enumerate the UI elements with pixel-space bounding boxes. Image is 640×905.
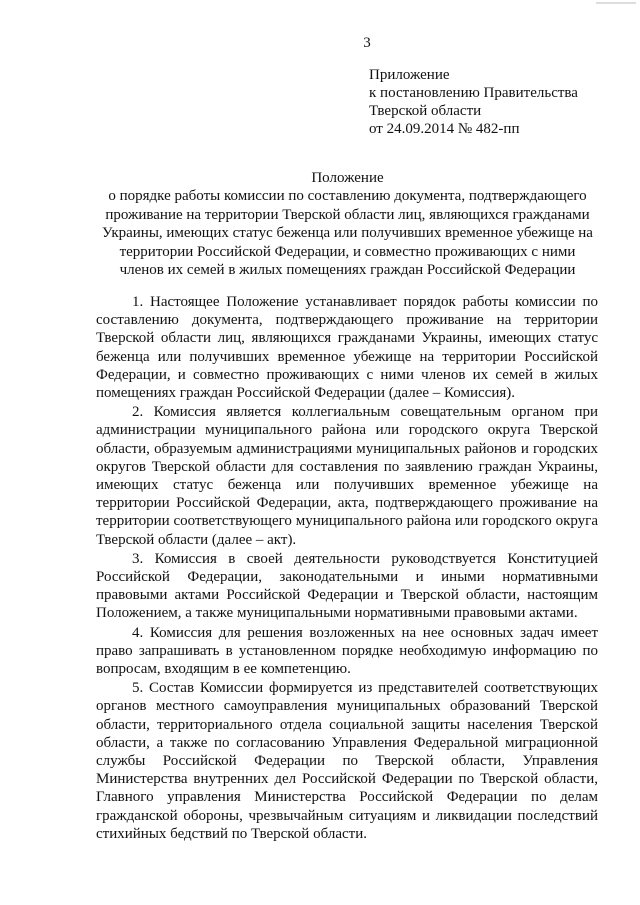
body-text bbox=[96, 293, 598, 844]
subtitle-line: Украины, имеющих статус беженца или получивших временное убежище на bbox=[102, 225, 593, 242]
appendix-line: от 24.09.2014 № 482-пп bbox=[369, 121, 520, 137]
appendix-block bbox=[369, 66, 578, 138]
appendix-line: Приложение bbox=[369, 67, 450, 83]
paragraph-4: 4. Комиссия для решения возложенных на нее основных задач имеет право запрашивать в установленном порядке необходимую информацию по вопросам, входящим в ее компетенцию. bbox=[96, 624, 598, 678]
document-title: Положение bbox=[311, 170, 384, 186]
paragraph-1: 1. Настоящее Положение устанавливает порядок работы комиссии по составлению документа, подтверждающего проживание на территории Тверской области лиц, являющихся гражданами Украины, имеющих статус беженца или получивших временное убежище на территории Российской Федерации, и совместно проживающих с ними членов их семей в жилых помещениях граждан Российской Федерации (далее – Комиссия). bbox=[96, 294, 598, 402]
paragraph-5: 5. Состав Комиссии формируется из представителей соответствующих органов местного самоуправления муниципальных образований Тверской области, территориального отдела социальной защиты населения Тверской области, а также по согласованию Управления Федеральной миграционной службы Российской Федерации по Тверской области, Управления Министерства внутренних дел Российской Федерации по Тверской области, Главного управления Министерства Российской Федерации по делам гражданской обороны, чрезвычайным ситуациям и ликвидации последствий стихийных бедствий по Тверской области. bbox=[96, 680, 598, 842]
subtitle-line: проживание на территории Тверской области лиц, являющихся гражданами bbox=[105, 206, 590, 223]
paragraph-2: 2. Комиссия является коллегиальным совещательным органом при администрации муниципального района или городского округа Тверской области, образуемым администрациями муниципальных районов и городских округов Тверской области для составления по заявлению граждан Украины, имеющих статус беженца или получивших временное убежище на территории Российской Федерации, акта, подтверждающего проживание на территории соответствующего муниципального района или городского округа Тверской области (далее – акт). bbox=[96, 404, 598, 548]
subtitle-line: территории Российской Федерации, и совместно проживающих с ними bbox=[119, 243, 576, 260]
appendix-line: Тверской области bbox=[369, 103, 482, 119]
subtitle-line: о порядке работы комиссии по составлению документа, подтверждающего bbox=[108, 188, 587, 205]
scan-edge-mark bbox=[596, 2, 636, 4]
appendix-line: к постановлению Правительства bbox=[369, 85, 578, 101]
page-number: 3 bbox=[363, 35, 371, 51]
paragraph-3: 3. Комиссия в своей деятельности руководствуется Конституцией Российской Федерации, законодательными и иными нормативными правовыми актами Российской Федерации и Тверской области, настоящим Положением, а также муниципальными нормативными правовыми актами. bbox=[96, 550, 598, 622]
subtitle-line: членов их семей в жилых помещениях граждан Российской Федерации bbox=[119, 262, 576, 279]
title-block bbox=[95, 169, 600, 279]
